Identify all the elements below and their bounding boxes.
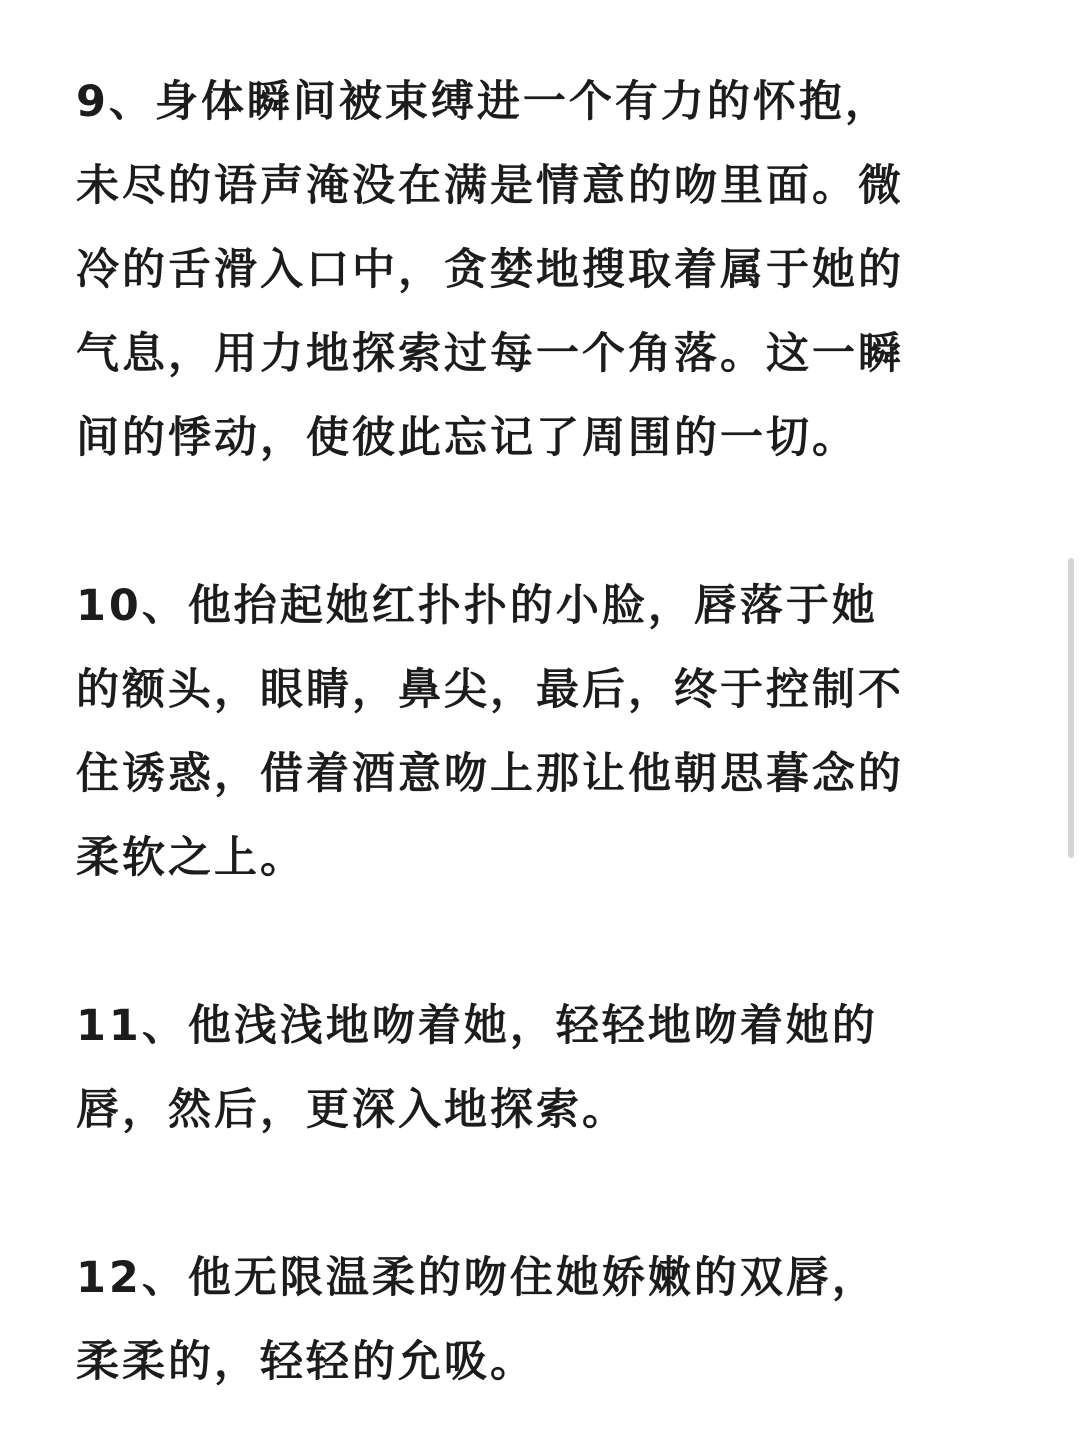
paragraph-9 [76, 60, 1006, 480]
paragraph-11 [76, 984, 1006, 1152]
text-line: 12、他无限温柔的吻住她娇嫩的双唇， [76, 1253, 878, 1303]
text-line: 气息，用力地探索过每一个角落。这一瞬 [76, 329, 904, 379]
text-line: 柔柔的，轻轻的允吸。 [76, 1337, 536, 1387]
text-line: 9、身体瞬间被束缚进一个有力的怀抱， [76, 77, 891, 127]
paragraph-10 [76, 564, 1006, 900]
scrollbar[interactable] [1068, 558, 1074, 858]
text-line: 冷的舌滑入口中，贪婪地搜取着属于她的 [76, 245, 904, 295]
paragraph-12 [76, 1236, 1006, 1404]
text-line: 住诱惑，借着酒意吻上那让他朝思暮念的 [76, 749, 904, 799]
text-line: 间的悸动，使彼此忘记了周围的一切。 [76, 413, 858, 463]
text-line: 柔软之上。 [76, 833, 306, 883]
text-line: 的额头，眼睛，鼻尖，最后，终于控制不 [76, 665, 904, 715]
text-line: 11、他浅浅地吻着她，轻轻地吻着她的 [76, 1001, 878, 1051]
text-line: 10、他抬起她红扑扑的小脸，唇落于她 [76, 581, 878, 631]
text-line: 未尽的语声淹没在满是情意的吻里面。微 [76, 161, 904, 211]
text-line: 唇，然后，更深入地探索。 [76, 1085, 628, 1135]
